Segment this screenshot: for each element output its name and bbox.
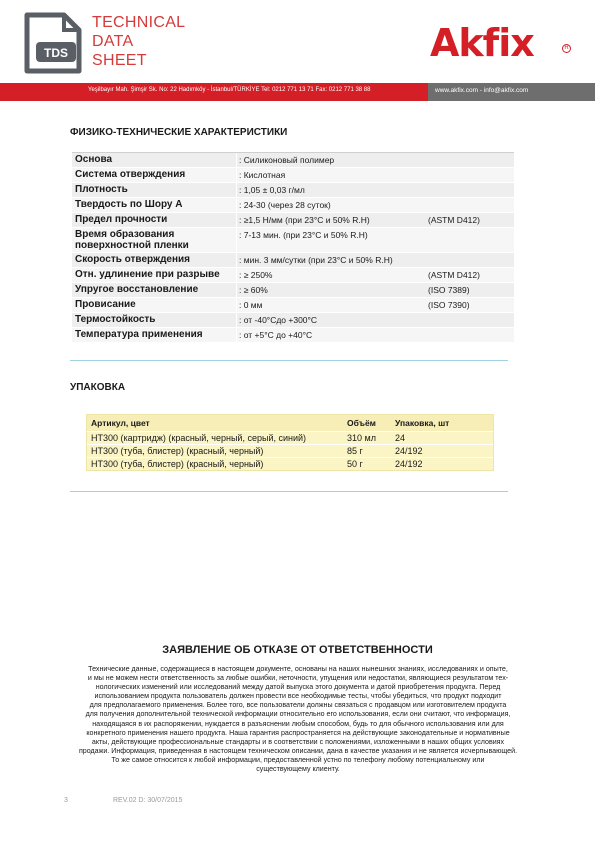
packaging-volume: 50 г	[347, 459, 363, 469]
property-name: Упругое восстановление	[72, 283, 236, 297]
packaging-header-pack: Упаковка, шт	[395, 418, 450, 428]
property-value: : от +5°С до +40°С	[236, 328, 426, 342]
table-row	[87, 431, 493, 444]
property-value: : 0 мм	[236, 298, 426, 312]
property-standard	[426, 228, 514, 252]
property-standard: (ASTM D412)	[426, 213, 514, 227]
table-row	[72, 153, 514, 168]
tds-badge-text: TDS	[44, 46, 68, 60]
packaging-article: HT300 (картридж) (красный, черный, серый, синий)	[91, 433, 307, 443]
disclaimer-body	[40, 665, 556, 774]
packaging-header-volume: Объём	[347, 418, 376, 428]
property-standard	[426, 313, 514, 327]
address-band	[0, 83, 428, 101]
property-value: : 1,05 ± 0,03 г/мл	[236, 183, 426, 197]
property-name: Система отверждения	[72, 168, 236, 182]
packaging-table	[86, 414, 494, 471]
revision-info: REV.02 D: 30/07/2015	[113, 797, 183, 804]
property-value: : мин. 3 мм/сутки (при 23°С и 50% R.H)	[236, 253, 426, 267]
disclaimer-line: использованием продукта пользователь должен провести все необходимые тесты, чтобы убедиться, что продукт подходит	[94, 692, 502, 701]
table-row	[87, 444, 493, 457]
property-name: Твердость по Шору А	[72, 198, 236, 212]
property-name: Предел прочности	[72, 213, 236, 227]
packaging-article: HT300 (туба, блистер) (красный, черный)	[91, 459, 264, 469]
disclaimer-line: для предполагаемого применения. Более того, все пользователи должны связаться с продавцом или изготовителем продукта	[89, 701, 507, 710]
property-standard: (ASTM D412)	[426, 268, 514, 282]
table-row	[72, 253, 514, 268]
document-type-line-1: TECHNICAL	[92, 14, 186, 31]
property-standard: (ISO 7390)	[426, 298, 514, 312]
disclaimer-heading: ЗАЯВЛЕНИЕ ОБ ОТКАЗЕ ОТ ОТВЕТСТВЕННОСТИ	[162, 644, 433, 656]
disclaimer-line: для получения дополнительной технической информации относительно его использования, если они считают, что информация,	[85, 710, 511, 719]
disclaimer-line: То же самое относится к любой информации, предоставленной устно по телефону любому потенциальному или	[111, 755, 485, 764]
property-name: Плотность	[72, 183, 236, 197]
property-standard: (ISO 7389)	[426, 283, 514, 297]
table-row	[87, 457, 493, 470]
table-row	[72, 168, 514, 183]
property-value: : 7-13 мин. (при 23°С и 50% R.H)	[236, 228, 426, 252]
packaging-header-row	[87, 415, 493, 431]
packaging-header-article: Артикул, цвет	[91, 418, 150, 428]
section-divider	[70, 360, 508, 361]
table-row	[72, 283, 514, 298]
property-standard	[426, 198, 514, 212]
packaging-heading: УПАКОВКА	[70, 382, 126, 393]
table-row	[72, 198, 514, 213]
packaging-volume: 310 мл	[347, 433, 376, 443]
properties-table	[72, 152, 514, 343]
property-standard	[426, 328, 514, 342]
table-row	[72, 328, 514, 343]
property-value: : Силиконовый полимер	[236, 153, 426, 167]
packaging-article: HT300 (туба, блистер) (красный, черный)	[91, 446, 264, 456]
property-standard	[426, 253, 514, 267]
disclaimer-line: Технические данные, содержащиеся в настоящем документе, основаны на наших нынешних знаниях, исследованиях и опыте,	[88, 665, 508, 673]
document-type-line-3: SHEET	[92, 52, 147, 69]
packaging-volume: 85 г	[347, 446, 363, 456]
packaging-quantity: 24	[395, 433, 406, 443]
disclaimer-line: конкретного применения нашего продукта. Наша гарантия распространяется на действующие законодательные и нормативные	[86, 728, 510, 737]
company-contact: www.akfix.com - info@akfix.com	[435, 87, 529, 94]
packaging-quantity: 24/192	[395, 446, 423, 456]
page-number: 3	[64, 797, 68, 804]
registered-mark: R	[562, 44, 571, 53]
section-divider	[70, 491, 508, 492]
property-value: : 24-30 (через 28 суток)	[236, 198, 426, 212]
property-name: Время образования поверхностной пленки	[72, 228, 236, 252]
document-type-title	[92, 13, 185, 70]
property-value: : от -40°Сдо +300°С	[236, 313, 426, 327]
property-value: : Кислотная	[236, 168, 426, 182]
document-type-line-2: DATA	[92, 33, 134, 50]
brand-logo: Akfix	[430, 21, 534, 65]
table-row	[72, 213, 514, 228]
property-name: Провисание	[72, 298, 236, 312]
property-standard	[426, 168, 514, 182]
disclaimer-line: и мы не можем нести ответственность за любые ошибки, неточности, упущения или недостатки, являющиеся результатом тех-	[87, 674, 509, 683]
disclaimer-line: существующему клиенту.	[256, 765, 340, 774]
property-name: Основа	[72, 153, 236, 167]
property-name: Отн. удлинение при разрыве	[72, 268, 236, 282]
property-standard	[426, 153, 514, 167]
disclaimer-line: нологических изменений или исследований между датой выпуска этого документа и датой приобретения продукта. Перед	[95, 683, 501, 692]
contact-band	[428, 83, 595, 101]
property-value: : ≥ 250%	[236, 268, 426, 282]
table-row	[72, 298, 514, 313]
property-standard	[426, 183, 514, 197]
property-name: Скорость отверждения	[72, 253, 236, 267]
disclaimer-line: продажи. Информация, приведенная в настоящем техническом описании, дана в качестве указания и не является исчерпывающей.	[78, 746, 518, 755]
company-address: Yeşilbayır Mah. Şimşir Sk. No: 22 Hadımköy - İstanbul/TÜRKİYE Tel: 0212 771 13 71 Fax: 0212 771 38 88	[88, 87, 371, 93]
property-value: : ≥1,5 Н/мм (при 23°С и 50% R.H)	[236, 213, 426, 227]
property-name: Температура применения	[72, 328, 236, 342]
tds-document-icon	[24, 12, 82, 74]
packaging-quantity: 24/192	[395, 459, 423, 469]
properties-heading: ФИЗИКО-ТЕХНИЧЕСКИЕ ХАРАКТЕРИСТИКИ	[70, 127, 288, 138]
table-row	[72, 228, 514, 253]
property-value: : ≥ 60%	[236, 283, 426, 297]
table-row	[72, 183, 514, 198]
disclaimer-line: находящаяся в их распоряжении, нуждается в разъяснении любым способом, будь то для обычного использования или для	[92, 719, 504, 728]
table-row	[72, 268, 514, 283]
table-row	[72, 313, 514, 328]
property-name: Термостойкость	[72, 313, 236, 327]
disclaimer-line: акты, действующие профессиональные стандарты и в соответствии с положениями, изложенными в наших общих условиях	[91, 737, 505, 746]
